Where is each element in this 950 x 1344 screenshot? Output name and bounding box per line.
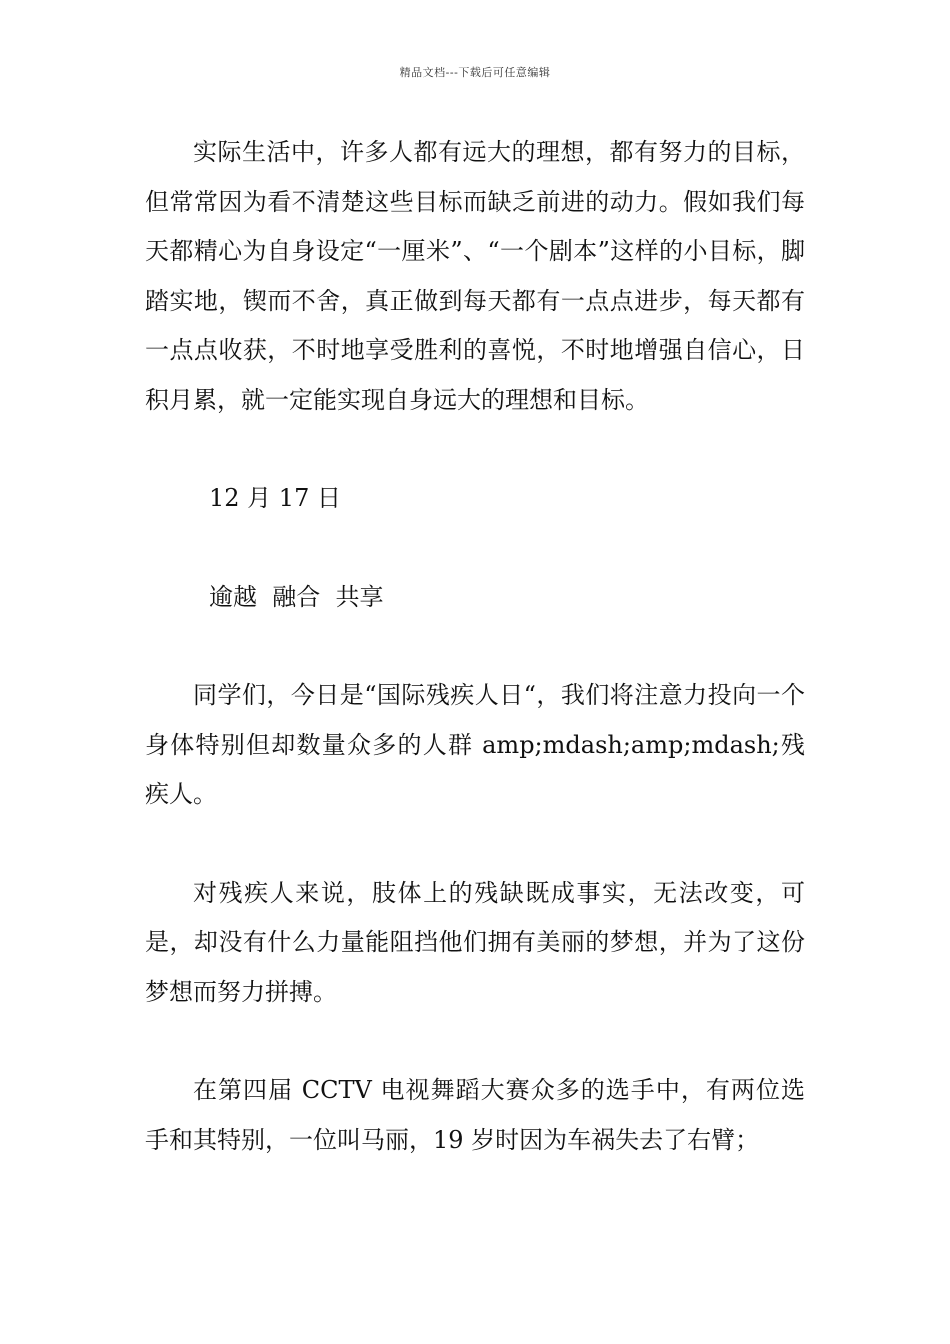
page-header: 精品文档---下载后可任意编辑 [399, 66, 551, 79]
section-title: 逾越 融合 共享 [209, 582, 384, 611]
paragraph-spacer [145, 622, 805, 671]
paragraph-spacer [145, 1017, 805, 1066]
paragraph-dance-contest: 在第四届 CCTV 电视舞蹈大赛众多的选手中，有两位选手和其特别，一位叫马丽，19 岁时因为车祸失去了右臂； [145, 1076, 805, 1154]
paragraph-goals: 实际生活中，许多人都有远大的理想，都有努力的目标，但常常因为看不清楚这些目标而缺乏前进的动力。假如我们每天都精心为自身设定“一厘米”、“一个剧本”这样的小目标，脚踏实地，锲而不舍，真正做到每天都有一点点进步，每天都有一点点收获，不时地享受胜利的喜悦，不时地增强自信心，日积月累，就一定能实现自身远大的理想和目标。 [145, 138, 805, 414]
paragraph-disability-day: 同学们，今日是“国际残疾人日“，我们将注意力投向一个身体特别但却数量众多的人群 amp;mdash;amp;mdash;残疾人。 [145, 681, 805, 808]
date-heading: 12 月 17 日 [209, 484, 341, 512]
paragraph-spacer [145, 820, 805, 869]
paragraph-dreams: 对残疾人来说，肢体上的残缺既成事实，无法改变，可是，却没有什么力量能阻挡他们拥有美丽的梦想，并为了这份梦想而努力拼搏。 [145, 878, 805, 1006]
paragraph-spacer [145, 524, 805, 573]
paragraph-spacer [145, 425, 805, 474]
document-body [145, 128, 805, 1165]
